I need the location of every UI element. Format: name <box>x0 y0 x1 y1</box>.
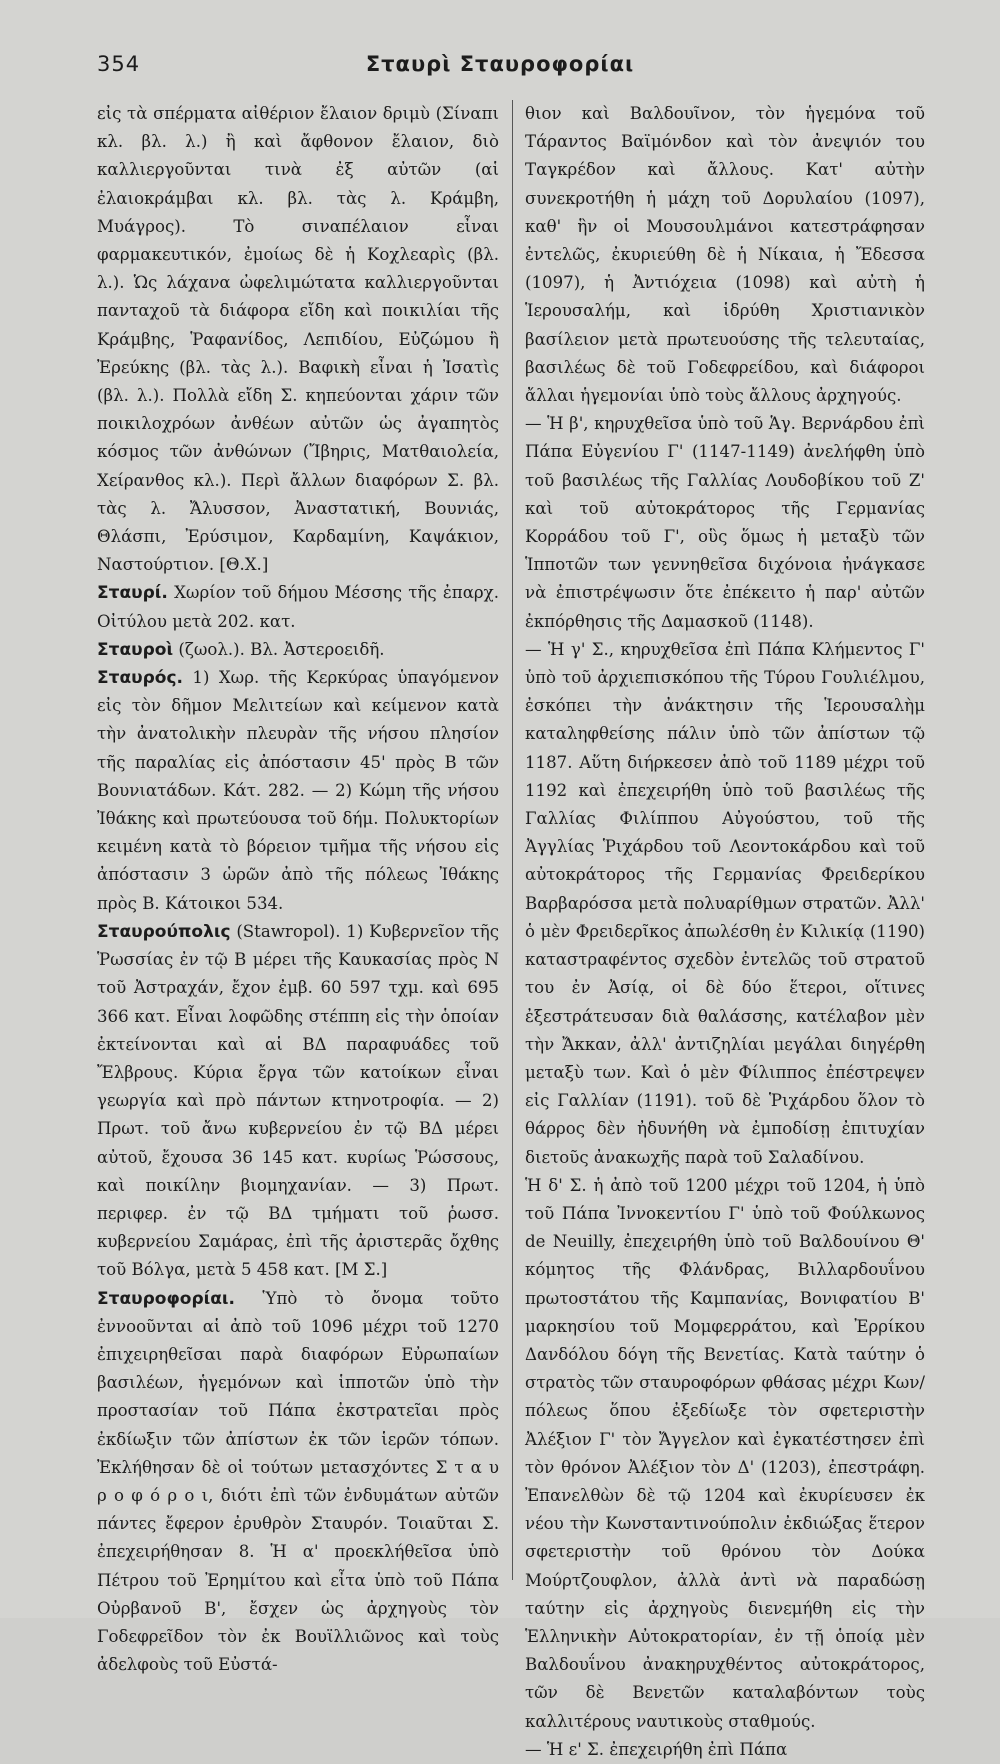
right-column <box>525 100 925 1759</box>
paragraph <box>97 636 499 664</box>
entry-headword: Σταυροὶ <box>97 639 174 660</box>
paragraph <box>525 100 925 410</box>
entry-text: (ζωολ.). Βλ. Ἀστεροειδῆ. <box>178 639 385 659</box>
entry-headword: Σταυρός. <box>97 668 184 689</box>
left-column <box>97 100 499 1675</box>
entry-text: — Ἡ γ' Σ., κηρυχθεῖσα ἐπὶ Πάπα Κλήμεντος Γ' ὑπὸ τοῦ ἀρχιεπισκόπου τῆς Τύρου Γουλιέλμου, ἐσκόπει τὴν ἀνάκτησιν τῆς Ἱερουσαλὴμ καταληφθείσης πάλιν ὑπὸ τῶν ἀπίστων τῷ 1187. Αὕτη διήρκεσεν ἀπὸ τοῦ 1189 μέχρι τοῦ 1192 καὶ ἐπεχειρήθη ὑπὸ τοῦ βασιλέως τῆς Γαλλίας Φιλίππου Αὐγούστου, τοῦ τῆς Ἀγγλίας Ῥιχάρδου τοῦ Λεοντοκάρδου καὶ τοῦ αὐτοκράτορος τῆς Γερμανίας Φρειδερίκου Βαρβαρόσσα μετὰ πολυαρίθμων στρατῶν. Ἀλλ' ὁ μὲν Φρειδερῖκος ἀπωλέσθη ἐν Κιλικίᾳ (1190) καταστραφέντος σχεδὸν ἐντελῶς τοῦ στρατοῦ του ἐν Ἀσίᾳ, οἱ δὲ δύο ἕτεροι, οἵτινες ἐξεστράτευσαν διὰ θαλάσσης, κατέλαβον μὲν τὴν Ἄκκαν, ἀλλ' ἀντιζηλίαι μεγάλαι διηγέρθη μεταξὺ των. Καὶ ὁ μὲν Φίλιππος ἐπέστρεψεν εἰς Γαλλίαν (1191). τοῦ δὲ Ῥιχάρδου ὅλον τὸ θάρρος δὲν ἠδυνήθη νὰ ἐμποδίσῃ ἐπιτυχίαν διετοῦς ἀνακωχῆς παρὰ τοῦ Σαλαδίνου. <box>525 639 925 1167</box>
paragraph <box>525 636 925 1172</box>
entry-text: Χωρίον τοῦ δήμου Μέσσης τῆς ἐπαρχ. Οἰτύλου μετὰ 202. κατ. <box>97 583 499 631</box>
entry-text: — Ἡ β', κηρυχθεῖσα ὑπὸ τοῦ Ἁγ. Βερνάρδου ἐπὶ Πάπα Εὐγενίου Γ' (1147-1149) ἀνελήφθη ὑπὸ τοῦ βασιλέως τῆς Γαλλίας Λουδοβίκου τοῦ Ζ' καὶ τοῦ αὐτοκράτορος τῆς Γερμανίας Κορράδου τοῦ Γ', οὓς ὅμως ἡ μεταξὺ τῶν Ἱπποτῶν των γεννηθεῖσα διχόνοια ἠνάγκασε νὰ ἐπιστρέψωσιν ὅτε ἐπέκειτο ἡ παρ' αὐτῶν ἐκπόρθησις τῆς Δαμασκοῦ (1148). <box>525 414 925 631</box>
entry-text: θιον καὶ Βαλδουῖνον, τὸν ἡγεμόνα τοῦ Τάραντος Βαϊμόνδον καὶ τὸν ἀνεψιόν του Ταγκρέδον καὶ ἄλλους. Κατ' αὐτὴν συνεκροτήθη ἡ μάχη τοῦ Δορυλαίου (1097), καθ' ἣν οἱ Μουσουλμάνοι κατεστράφησαν ἐντελῶς, ἐκυριεύθη δὲ ἡ Νίκαια, ἡ Ἔδεσσα (1097), ἡ Ἀντιόχεια (1098) καὶ αὐτὴ ἡ Ἱερουσαλήμ, καὶ ἱδρύθη Χριστιανικὸν βασίλειον μετὰ πρωτευούσης τῆς τελευταίας, βασιλέως δὲ τοῦ Γοδεφρείδου, καὶ διάφοροι ἄλλαι ἡγεμονίαι ὑπὸ τοὺς ἄλλους ἀρχηγούς. <box>525 104 925 406</box>
paragraph <box>525 1736 925 1764</box>
entry-text: — Ἡ ε' Σ. ἐπεχειρήθη ἐπὶ Πάπα <box>525 1739 788 1759</box>
paragraph <box>97 664 499 918</box>
entry-headword: Σταυρούπολις <box>97 921 231 942</box>
paragraph <box>97 579 499 635</box>
entry-text: εἰς τὰ σπέρματα αἰθέριον ἔλαιον δριμὺ (Σίναπι κλ. βλ. λ.) ἢ καὶ ἄφθονον ἔλαιον, διὸ καλλιεργοῦνται τινὰ ἐξ αὐτῶν (αἱ ἐλαιοκράμβαι κλ. βλ. τὰς λ. Κράμβη, Μυάγρος). Τὸ σιναπέλαιον εἶναι φαρμακευτικόν, ἐμοίως δὲ ἡ Κοχλεαρὶς (βλ. λ.). Ὡς λάχανα ὠφελιμώτατα καλλιεργοῦνται πανταχοῦ τὰ διάφορα εἴδη καὶ ποικιλίαι τῆς Κράμβης, Ῥαφανίδος, Λεπιδίου, Εὐζώμου ἢ Ἐρεύκης (βλ. τὰς λ.). Βαφικὴ εἶναι ἡ Ἰσατὶς (βλ. λ.). Πολλὰ εἴδη Σ. κηπεύονται χάριν τῶν ποικιλοχρόων ἀνθέων αὐτῶν ὡς ἀγαπητὸς κόσμος τῶν ἀνθώνων (Ἴβηρις, Ματθαιολεία, Χείρανθος κλ.). Περὶ ἄλλων διαφόρων Σ. βλ. τὰς λ. Ἄλυσσον, Ἀναστατική, Βουνιάς, Θλάσπι, Ἐρύσιμον, Καρδαμίνη, Καψάκιον, Ναστούρτιον. [Θ.Χ.] <box>97 104 499 575</box>
entry-text: (Stawropol). 1) Κυβερνεῖον τῆς Ῥωσσίας ἐν τῷ Β μέρει τῆς Καυκασίας πρὸς Ν τοῦ Ἀστραχάν, ἔχον ἐμβ. 60 597 τχμ. καὶ 695 366 κατ. Εἶναι λοφῶδης στέππη εἰς τὴν ὁποίαν ἐκτείνονται καὶ αἱ ΒΔ παραφυάδες τοῦ Ἔλβρους. Κύρια ἔργα τῶν κατοίκων εἶναι γεωργία καὶ πρὸ πάντων κτηνοτροφία. — 2) Πρωτ. τοῦ ἄνω κυβερνείου ἐν τῷ ΒΔ μέρει αὐτοῦ, ἔχουσα 36 145 κατ. κυρίως Ῥώσσους, καὶ ποικίλην βιομηχανίαν. — 3) Πρωτ. περιφερ. ἐν τῷ ΒΔ τμήματι τοῦ ῥωσσ. κυβερνείου Σαμάρας, ἐπὶ τῆς ἀριστερᾶς ὄχθης τοῦ Βόλγα, μετὰ 5 458 κατ. [Μ Σ.] <box>97 921 499 1280</box>
entry-text: Ἡ δ' Σ. ἡ ἀπὸ τοῦ 1200 μέχρι τοῦ 1204, ἡ ὑπὸ τοῦ Πάπα Ἰννοκεντίου Γ' ὑπὸ τοῦ Φούλκωνος de Neuilly, ἐπεχειρήθη ὑπὸ τοῦ Βαλδουίνου Θ' κόμητος τῆς Φλάνδρας, Βιλλαρδουΐνου πρωτοστάτου τῆς Καμπανίας, Βονιφατίου Β' μαρκησίου τοῦ Μομφερράτου, καὶ Ἐρρίκου Δανδόλου δόγη τῆς Βενετίας. Κατὰ ταύτην ὁ στρατὸς τῶν σταυροφόρων φθάσας μέχρι Κων/πόλεως ὅπου ἐξεδίωξε τὸν σφετεριστὴν Ἀλέξιον Γ' τὸν Ἄγγελον καὶ ἐγκατέστησεν ἐπὶ τὸν θρόνον Ἀλέξιον τὸν Δ' (1203), ἐπεστράφη. Ἐπανελθὼν δὲ τῷ 1204 καὶ ἐκυρίευσεν ἐκ νέου τὴν Κωνσταντινούπολιν ἐκδιώξας ἕτερον σφετεριστὴν τοῦ θρόνου τὸν Δούκα Μούρτζουφλον, ἀλλὰ ἀντὶ νὰ παραδώσῃ ταύτην εἰς ἀρχηγοὺς διενεμήθη εἰς τὴν Ἑλληνικὴν Αὐτοκρατορίαν, ἐν τῇ ὁποίᾳ μὲν Βαλδουΐνου ἀνακηρυχθέντος αὐτοκράτορος, τῶν δὲ Βενετῶν καταλαβόντων τοὺς καλλιτέρους ναυτικοὺς σταθμούς. <box>525 1175 925 1731</box>
entry-headword: Σταυροφορίαι. <box>97 1288 236 1309</box>
running-head: Σταυρὶ Σταυροφορίαι <box>365 52 635 76</box>
entry-headword: Σταυρί. <box>97 583 168 604</box>
paragraph <box>97 1285 499 1680</box>
paragraph <box>525 410 925 636</box>
paragraph <box>97 918 499 1285</box>
page-number: 354 <box>97 52 141 76</box>
column-divider <box>512 100 513 1580</box>
paragraph <box>525 1172 925 1736</box>
entry-text: 1) Χωρ. τῆς Κερκύρας ὑπαγόμενον εἰς τὸν δῆμον Μελιτείων καὶ κείμενον κατὰ τὴν ἀνατολικὴν πλευρὰν τῆς νήσου πλησίον τῆς παραλίας εἰς ἀπόστασιν 45' πρὸς Β τῶν Βουνιατάδων. Κάτ. 282. — 2) Κώμη τῆς νήσου Ἰθάκης καὶ πρωτεύουσα τοῦ δήμ. Πολυκτορίων κειμένη κατὰ τὸ βόρειον τμῆμα τῆς νήσου εἰς ἀπόστασιν 3 ὡρῶν ἀπὸ τῆς πόλεως Ἰθάκης πρὸς Β. Κάτοικοι 534. <box>97 668 499 913</box>
paragraph <box>97 100 499 579</box>
page-header <box>0 52 1000 92</box>
entry-text: Ὑπὸ τὸ ὄνομα τοῦτο ἐννοοῦνται αἱ ἀπὸ τοῦ 1096 μέχρι τοῦ 1270 ἐπιχειρηθεῖσαι παρὰ διαφόρων Εὐρωπαίων βασιλέων, ἡγεμόνων καὶ ἱπποτῶν ὑπὸ τὴν προστασίαν τοῦ Πάπα ἐκστρατεῖαι πρὸς ἐκδίωξιν τῶν ἀπίστων ἐκ τῶν ἱερῶν τόπων. Ἐκλήθησαν δὲ οἱ τούτων μετασχόντες Σ τ α υ ρ ο φ ό ρ ο ι, διότι ἐπὶ τῶν ἐνδυμάτων αὐτῶν πάντες ἔφερον ἐρυθρὸν Σταυρόν. Τοιαῦται Σ. ἐπεχειρήθησαν 8. Ἡ α' προεκλήθεῖσα ὑπὸ Πέτρου τοῦ Ἐρημίτου καὶ εἶτα ὑπὸ τοῦ Πάπα Οὐρβανοῦ Β', ἔσχεν ὡς ἀρχηγοὺς τὸν Γοδεφρεῖδον τὸν ἐκ Βουϊλλιῶνος καὶ τοὺς ἀδελφοὺς τοῦ Εὐστά- <box>97 1288 499 1675</box>
